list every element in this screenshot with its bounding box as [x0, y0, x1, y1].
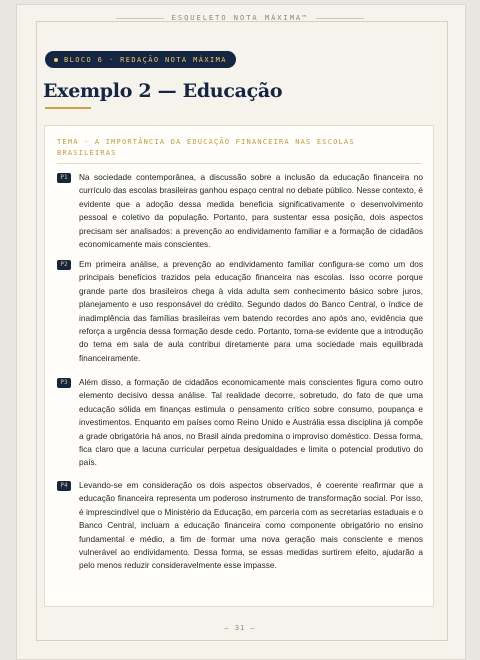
- paragraph-tag: P2: [57, 260, 71, 270]
- paragraph-text: Levando-se em consideração os dois aspectos observados, é coerente reafirmar que a educação financeira representa um poderoso instrumento de transformação social. Por isso, é imprescindível que o Ministério da Educação, em parceria com as secretarias estaduais e o Banco Central, incluam a educação financeira como componente obrigatório no ensino fundamental e médio, a fim de formar uma nova geração mais consciente e menos vulnerável ao endividamento. Dessa forma, se essas medidas surtirem efeito, ajudarão a pelo menos reduzir consideravelmente esse impasse.: [79, 480, 423, 571]
- theme-divider: [57, 163, 421, 164]
- badge-label: BLOCO 6 · REDAÇÃO NOTA MÁXIMA: [64, 55, 227, 64]
- paragraph-text: Na sociedade contemporânea, a discussão sobre a inclusão da educação financeira no currículo das escolas brasileiras ganhou espaço central no debate público. Nesse contexto, é evidente que a adoção dessa medida beneficia significativamente o desenvolvimento pessoal e coletivo da população. Portanto, para sustentar essa posição, dois aspectos precisam ser analisados: a prevenção ao endividamento familiar e a formação de cidadãos economicamente mais conscientes.: [79, 172, 423, 250]
- paragraph-2: [57, 258, 423, 365]
- block-badge: [45, 51, 236, 68]
- page-number: — 31 —: [224, 624, 256, 632]
- paragraph-3: [57, 376, 423, 470]
- paragraph-text: Em primeira análise, a prevenção ao endividamento familiar configura-se como um dos principais benefícios trazidos pela educação financeira nas escolas. Isso ocorre porque grande parte dos brasileiros chega à vida adulta sem conhecimento básico sobre juros, planejamento e uso responsável do crédito. Segundo dados do Banco Central, o índice de inadimplência das famílias brasileiras vem batendo recordes ano após ano, evidência que reforça a urgência dessa formação desde cedo. Portanto, torna-se evidente que a introdução do tema em sala de aula contribui diretamente para uma sociedade mais equilibrada financeiramente.: [79, 259, 423, 363]
- running-head: ESQUELETO NOTA MÁXIMA™: [0, 14, 480, 22]
- paragraph-tag: P4: [57, 481, 71, 491]
- paragraph-1: [57, 171, 423, 251]
- essay-card: [44, 125, 434, 607]
- paragraph-text: Além disso, a formação de cidadãos economicamente mais conscientes figura como outro elemento decisivo dessa análise. Tal realidade decorre, sobretudo, do fato de que uma educação sólida em finanças estimula o pensamento crítico sobre consumo, poupança e investimentos. Enquanto em países como Reino Unido e Austrália essa disciplina já compõe a grade obrigatória há anos, no Brasil ainda predomina o improviso doméstico. Dessa forma, fica claro que a lacuna curricular perpetua desigualdades e limita o potencial produtivo do país.: [79, 377, 423, 468]
- title-underline: [45, 107, 91, 109]
- paragraph-tag: P1: [57, 173, 71, 183]
- page-title: Exemplo 2 — Educação: [43, 80, 283, 102]
- paragraph-4: [57, 479, 423, 573]
- paragraph-tag: P3: [57, 378, 71, 388]
- badge-dot-icon: [54, 58, 58, 62]
- essay-theme: TEMA · A IMPORTÂNCIA DA EDUCAÇÃO FINANCEIRA NAS ESCOLAS BRASILEIRAS: [57, 138, 355, 157]
